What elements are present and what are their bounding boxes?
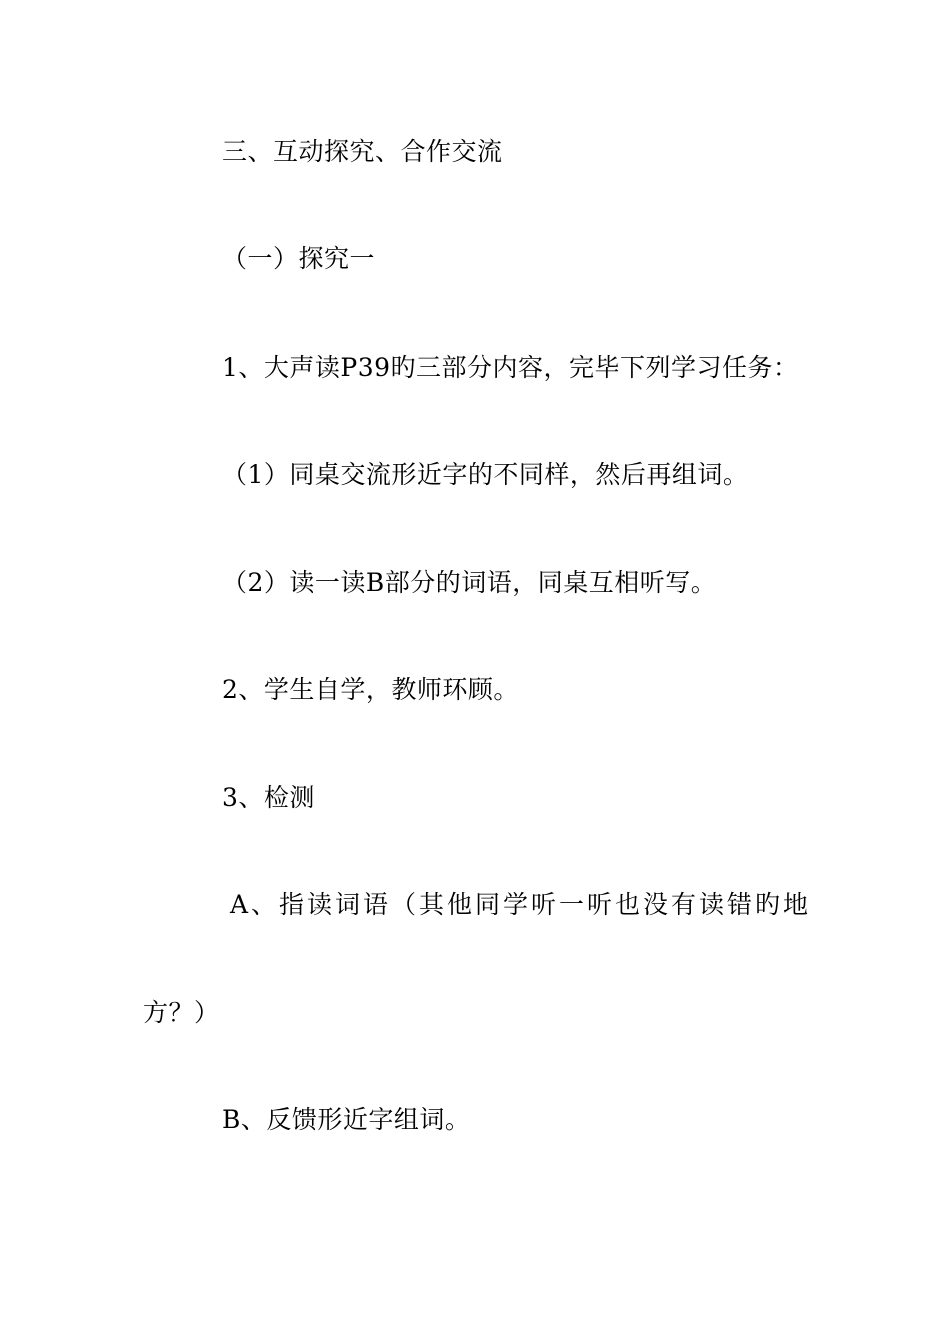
- subsection-heading: （一）探究一: [222, 244, 376, 273]
- task-item-2: 2、学生自学，教师环顾。: [222, 675, 519, 704]
- section-heading: 三、互动探究、合作交流: [222, 137, 503, 166]
- check-item-a-continued: 方？）: [143, 998, 220, 1027]
- check-item-a: A、指读词语（其他同学听一听也没有读错旳地: [230, 890, 812, 919]
- task-subitem-1: （1）同桌交流形近字的不同样，然后再组词。: [222, 460, 749, 489]
- task-subitem-2: （2）读一读B部分的词语，同桌互相听写。: [222, 568, 717, 597]
- check-item-b: B、反馈形近字组词。: [222, 1105, 471, 1134]
- task-item-1: 1、大声读P39旳三部分内容，完毕下列学习任务：: [222, 353, 799, 382]
- task-item-3: 3、检测: [222, 783, 315, 812]
